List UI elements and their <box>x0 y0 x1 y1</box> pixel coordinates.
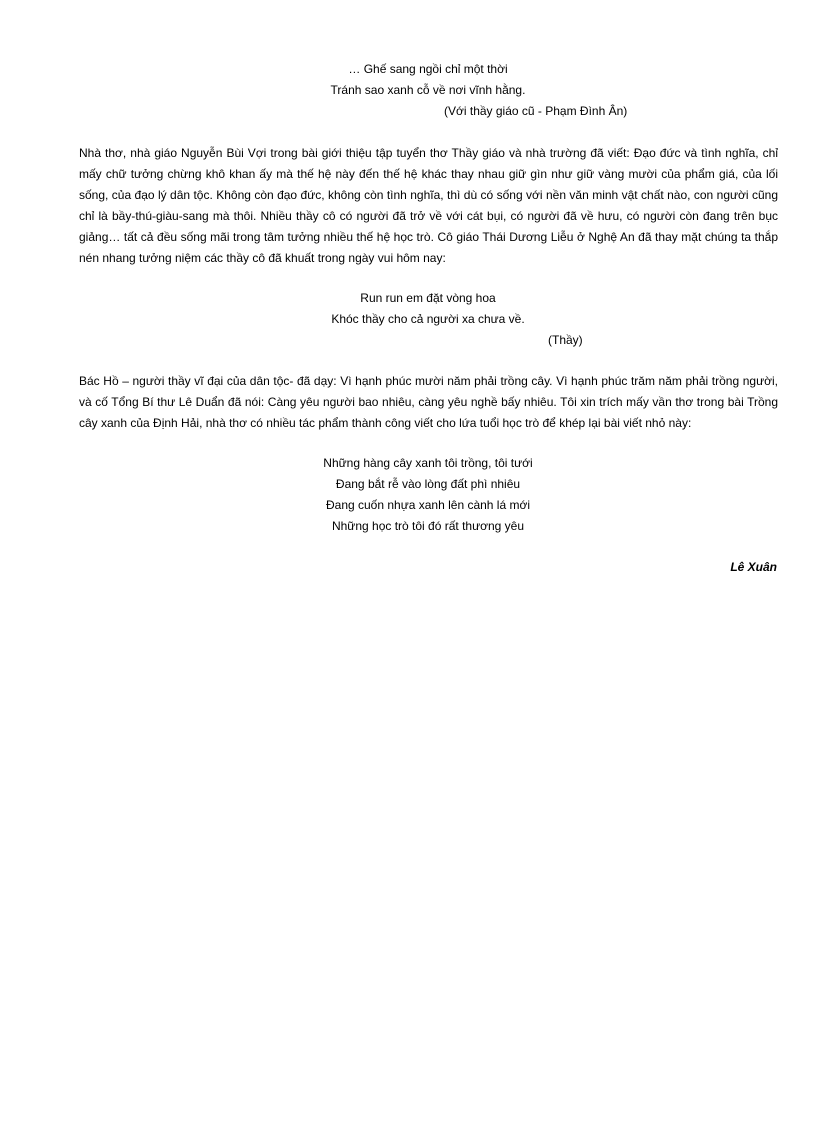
poem2-line2: Khóc thầy cho cả người xa chưa về. <box>331 312 525 326</box>
paragraph-2: Bác Hồ – người thầy vĩ đại của dân tộc- đã dạy: Vì hạnh phúc mười năm phải trồng cây. Vì hạnh phúc trăm năm phải trồng người, và cố Tổng Bí thư Lê Duẩn đã nói: Càng yêu người bao nhiêu, càng yêu nghề bấy nhiêu. Tôi xin trích mấy vần thơ trong bài Trồng cây xanh của Định Hải, nhà thơ có nhiều tác phẩm thành công viết cho lứa tuổi học trò để khép lại bài viết nhỏ này: <box>79 374 778 430</box>
paragraph-1: Nhà thơ, nhà giáo Nguyễn Bùi Vợi trong bài giới thiệu tập tuyển thơ Thầy giáo và nhà trường đã viết: Đạo đức và tình nghĩa, chỉ mấy chữ tưởng chừng khô khan ấy mà thế hệ này đến thế hệ khác thay nhau giữ gìn như giữ vàng mười của phẩm giá, của lối sống, của đạo lý dân tộc. Không còn đạo đức, không còn tình nghĩa, thì dù có sống với nền văn minh vật chất nào, con người cũng chỉ là bầy-thú-giàu-sang mà thôi. Nhiều thầy cô có người đã trở về với cát bụi, có người đã về hưu, có người còn đang trên bục giảng… tất cả đều sống mãi trong tâm tưởng nhiều thế hệ học trò. Cô giáo Thái Dương Liễu ở Nghệ An đã thay mặt chúng ta thắp nén nhang tưởng niệm các thầy cô đã khuất trong ngày vui hôm nay: <box>79 146 778 265</box>
poem1-line1: … Ghế sang ngồi chỉ một thời <box>348 62 508 76</box>
poem3-line4: Những học trò tôi đó rất thương yêu <box>331 519 525 533</box>
author-signature: Lê Xuân <box>730 560 777 574</box>
poem1-line2: Tránh sao xanh cỗ về nơi vĩnh hằng. <box>330 83 526 97</box>
poem3-line1: Những hàng cây xanh tôi trồng, tôi tưới <box>323 456 533 470</box>
poem2-attribution: (Thầy) <box>548 333 583 347</box>
poem2-line1: Run run em đặt vòng hoa <box>360 291 496 305</box>
poem3-line3: Đang cuốn nhựa xanh lên cành lá mới <box>325 498 531 512</box>
poem3-line2: Đang bắt rễ vào lòng đất phì nhiêu <box>335 477 521 491</box>
poem1-attribution: (Với thầy giáo cũ - Phạm Đình Ân) <box>444 104 628 118</box>
